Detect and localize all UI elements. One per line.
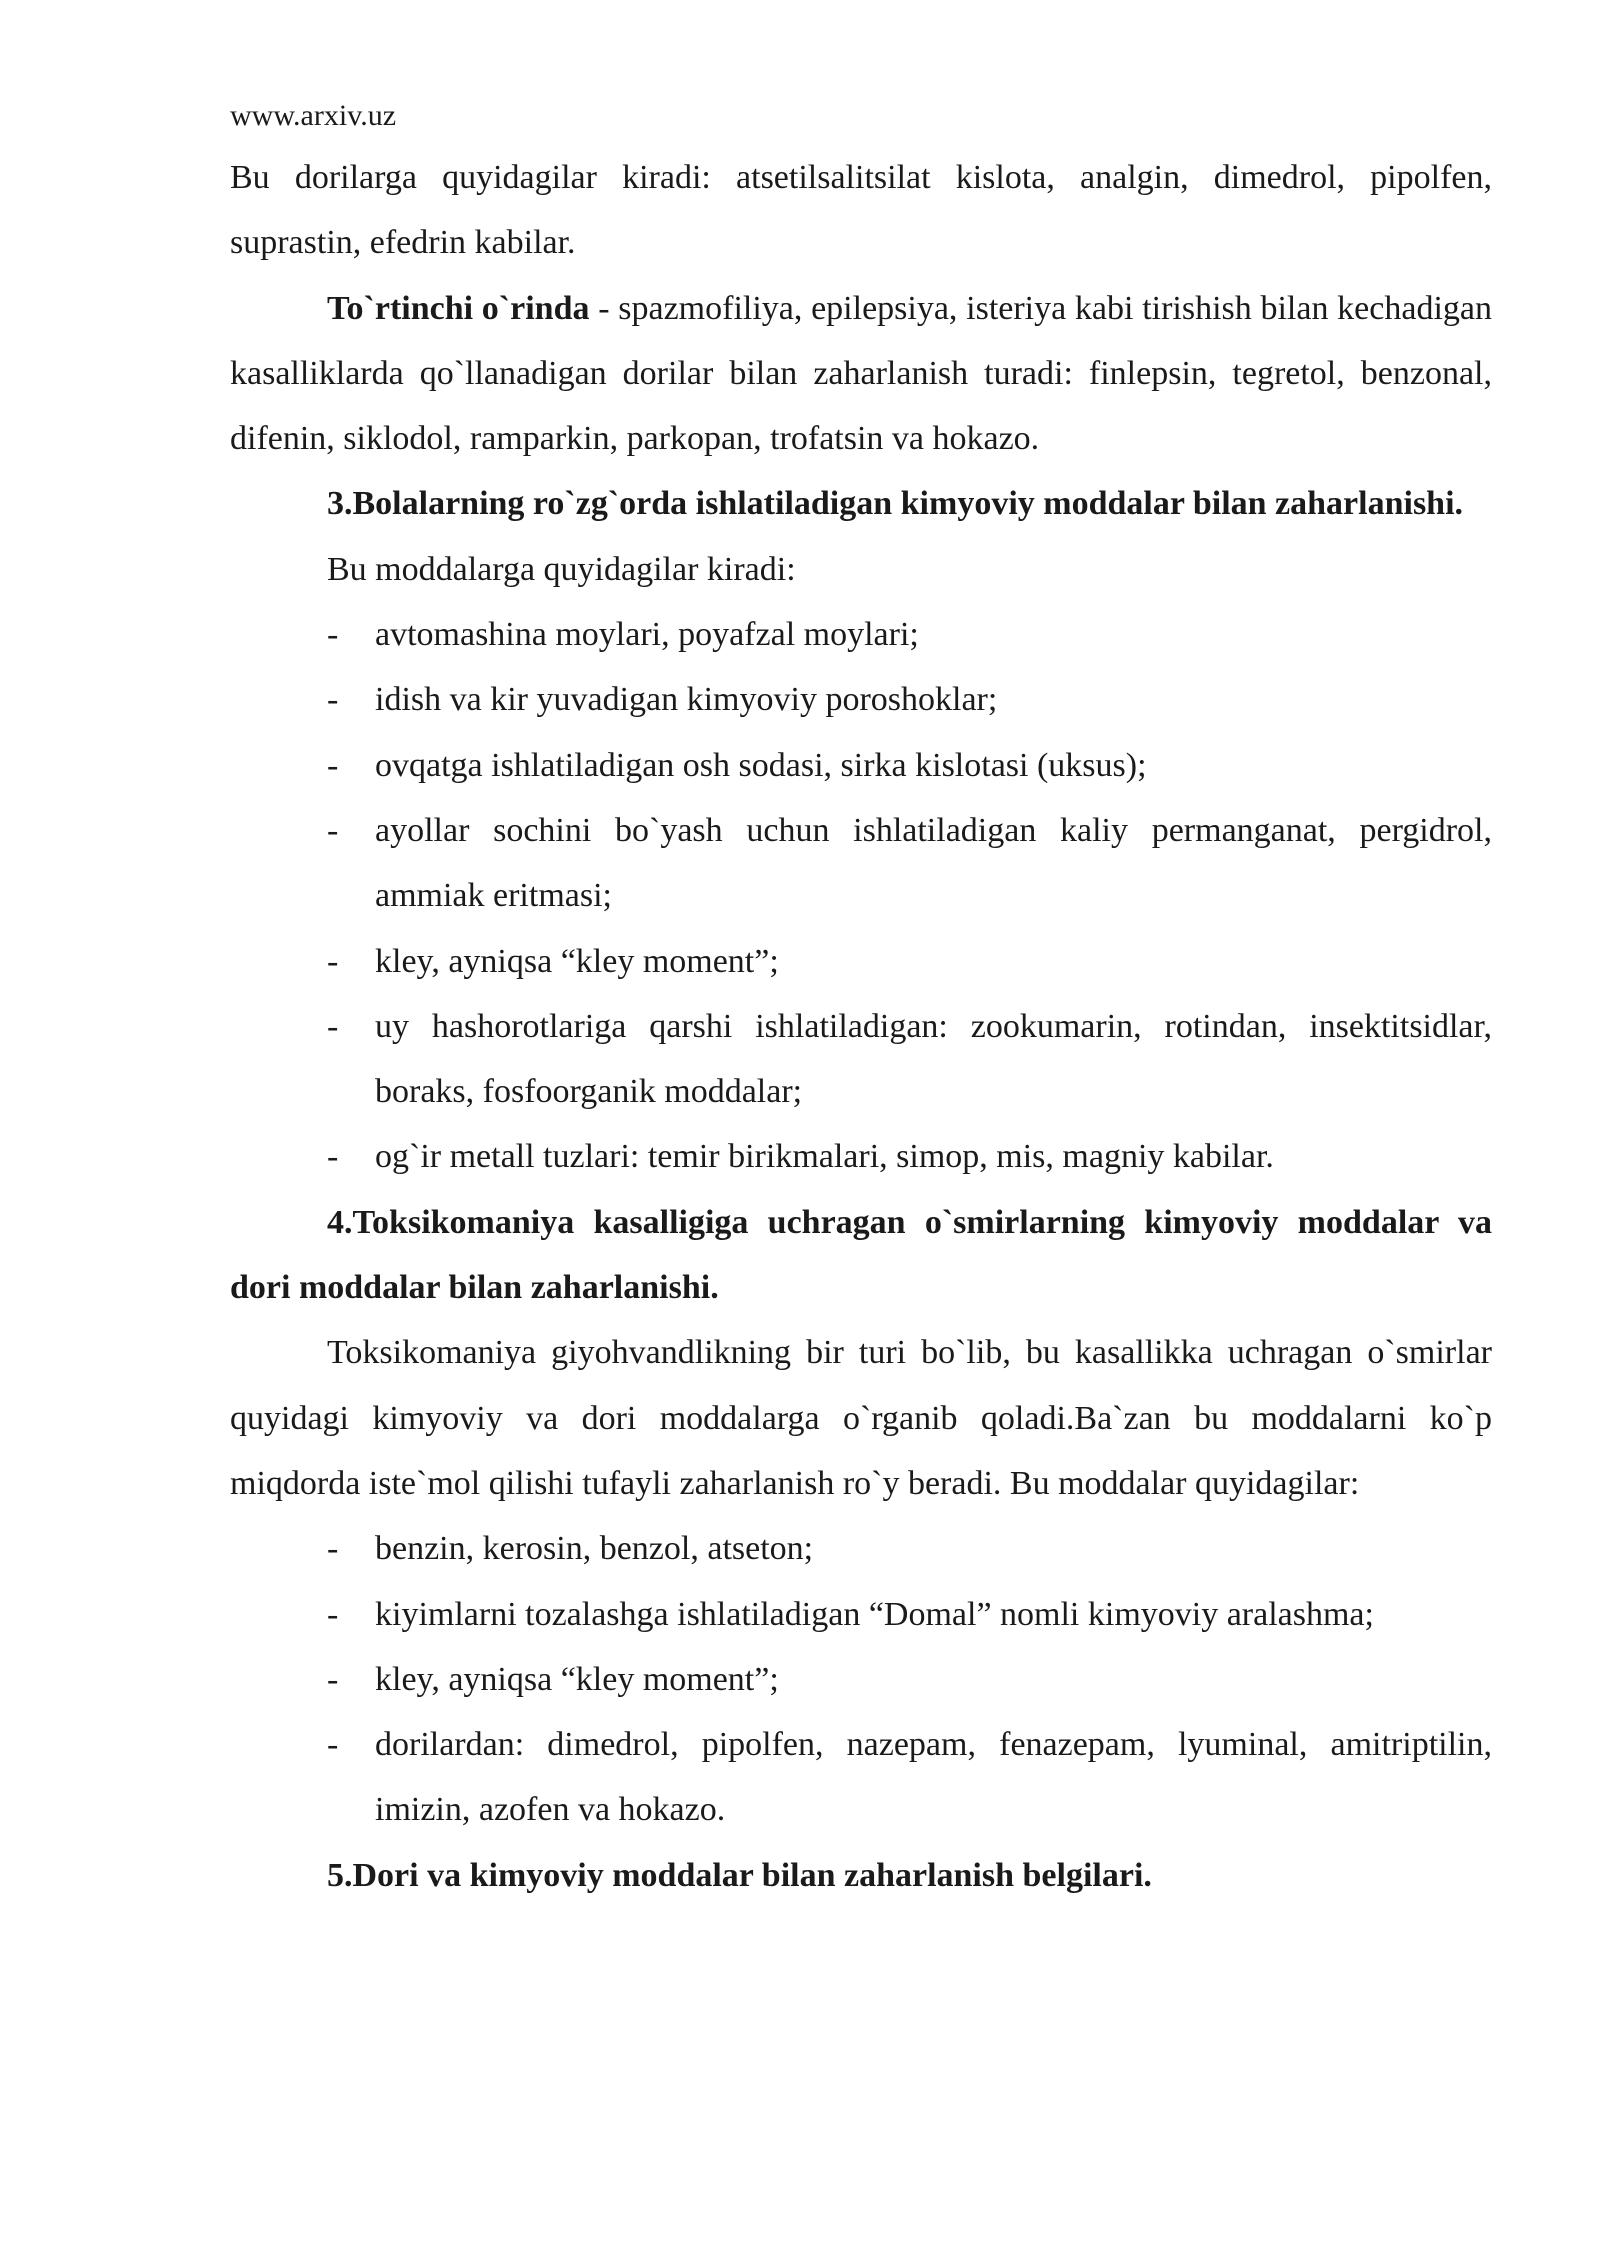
list-item bbox=[230, 1712, 1492, 1843]
list-item-text: kley, ayniqsa “kley moment”; bbox=[375, 1660, 779, 1698]
list-item-text: ayollar sochini bo`yash uchun ishlatiladigan kaliy permanganat, pergidrol, ammiak eritmasi; bbox=[375, 811, 1492, 915]
section-heading-5: 5.Dori va kimyoviy moddalar bilan zaharlanish belgilari. bbox=[327, 1856, 1152, 1894]
list-item bbox=[230, 929, 1492, 994]
list-item bbox=[230, 1516, 1492, 1581]
dash-marker: - bbox=[327, 746, 339, 784]
dash-marker: - bbox=[327, 1138, 339, 1176]
dash-marker: - bbox=[327, 1595, 339, 1633]
dash-marker: - bbox=[327, 1726, 339, 1764]
household-substances-list bbox=[230, 602, 1492, 1190]
list-item bbox=[230, 602, 1492, 667]
list-item-text: dorilardan: dimedrol, pipolfen, nazepam, fenazepam, lyuminal, amitriptilin, imizin, azofen va hokazo. bbox=[375, 1726, 1492, 1829]
dash-marker: - bbox=[327, 681, 339, 719]
list-item bbox=[230, 733, 1492, 798]
document-body bbox=[230, 145, 1492, 1908]
site-header[interactable]: www.arxiv.uz bbox=[230, 99, 397, 132]
list-item-text: benzin, kerosin, benzol, atseton; bbox=[375, 1530, 814, 1568]
list-item-text: idish va kir yuvadigan kimyoviy poroshoklar; bbox=[375, 681, 998, 719]
list-item-text: uy hashorotlariga qarshi ishlatiladigan: zookumarin, rotindan, insektitsidlar, boraks, fosfoorganik moddalar; bbox=[375, 1007, 1492, 1111]
list-item-text: og`ir metall tuzlari: temir birikmalari, simop, mis, magniy kabilar. bbox=[375, 1138, 1274, 1176]
paragraph-fourth-place bbox=[230, 276, 1492, 472]
dash-marker: - bbox=[327, 942, 339, 980]
dash-marker: - bbox=[327, 1530, 339, 1568]
section-heading-4: 4.Toksikomaniya kasalligiga uchragan o`smirlarning kimyoviy moddalar va dori moddalar bilan zaharlanishi. bbox=[230, 1203, 1492, 1307]
dash-marker: - bbox=[327, 616, 339, 654]
paragraph-toxicomania: Toksikomaniya giyohvandlikning bir turi bo`lib, bu kasallikka uchragan o`smirlar quyidagi kimyoviy va dori moddalarga o`rganib qoladi.Ba`zan bu moddalarni ko`p miqdorda iste`mol qilishi tufayli zaharlanish ro`y beradi. Bu moddalar quyidagilar: bbox=[230, 1334, 1492, 1502]
list-item bbox=[230, 667, 1492, 732]
dash-marker: - bbox=[327, 1660, 339, 1698]
list-item-text: kiyimlarni tozalashga ishlatiladigan “Domal” nomli kimyoviy aralashma; bbox=[375, 1595, 1374, 1633]
list-item bbox=[230, 1647, 1492, 1712]
toxicomania-substances-list bbox=[230, 1516, 1492, 1842]
list-item-text: avtomashina moylari, poyafzal moylari; bbox=[375, 616, 919, 654]
paragraph-text: - spazmofiliya, epilepsiya, isteriya kabi tirishish bilan kechadigan kasalliklarda qo`llanadigan dorilar bilan zaharlanish turadi: finlepsin, tegretol, benzonal, difenin, siklodol, ramparkin, parkopan, trofatsin va hokazo. bbox=[230, 289, 1492, 458]
paragraph-substances-intro: Bu moddalarga quyidagilar kiradi: bbox=[327, 550, 796, 588]
dash-marker: - bbox=[327, 811, 339, 849]
list-item bbox=[230, 1124, 1492, 1189]
list-item-text: kley, ayniqsa “kley moment”; bbox=[375, 942, 779, 980]
list-item bbox=[230, 994, 1492, 1125]
list-item bbox=[230, 798, 1492, 929]
list-item bbox=[230, 1582, 1492, 1647]
paragraph-drugs-list: Bu dorilarga quyidagilar kiradi: atsetilsalitsilat kislota, analgin, dimedrol, pipolfen, suprastin, efedrin kabilar. bbox=[230, 159, 1492, 262]
paragraph-lead: To`rtinchi o`rinda bbox=[327, 289, 590, 327]
list-item-text: ovqatga ishlatiladigan osh sodasi, sirka kislotasi (uksus); bbox=[375, 746, 1147, 784]
dash-marker: - bbox=[327, 1007, 339, 1045]
section-heading-3: 3.Bolalarning ro`zg`orda ishlatiladigan kimyoviy moddalar bilan zaharlanishi. bbox=[327, 485, 1464, 523]
